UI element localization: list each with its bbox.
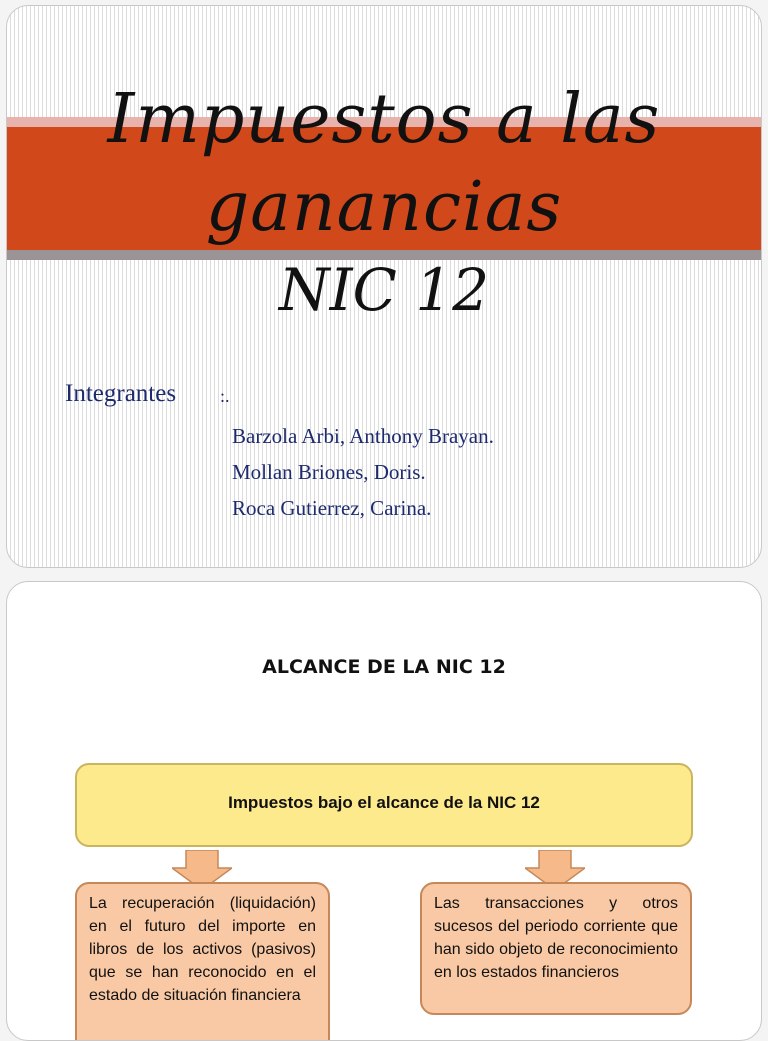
member-item: Barzola Arbi, Anthony Brayan.	[232, 424, 494, 448]
scope-header-text: Impuestos bajo el alcance de la NIC 12	[228, 793, 540, 812]
section-title: ALCANCE DE LA NIC 12	[262, 656, 506, 678]
member-item: Roca Gutierrez, Carina.	[232, 496, 432, 520]
member-item: Mollan Briones, Doris.	[232, 460, 426, 484]
scope-item-recovery: La recuperación (liquidación) en el futuro del importe en libros de los activos (pasivos) que se han reconocido en el estado de situación financiera	[75, 882, 330, 1041]
scope-item-transactions: Las transacciones y otros sucesos del periodo corriente que han sido objeto de reconocimiento en los estados financieros	[420, 882, 692, 1015]
members-separator: :.	[220, 386, 230, 406]
scope-header-box	[75, 763, 693, 847]
scope-slide	[6, 581, 762, 1041]
members-list	[232, 418, 494, 526]
title-slide	[6, 5, 762, 568]
slide-title: Impuestos a las ganancias	[107, 80, 661, 247]
slide-subtitle: NIC 12	[278, 256, 490, 324]
members-label: Integrantes	[65, 380, 177, 407]
